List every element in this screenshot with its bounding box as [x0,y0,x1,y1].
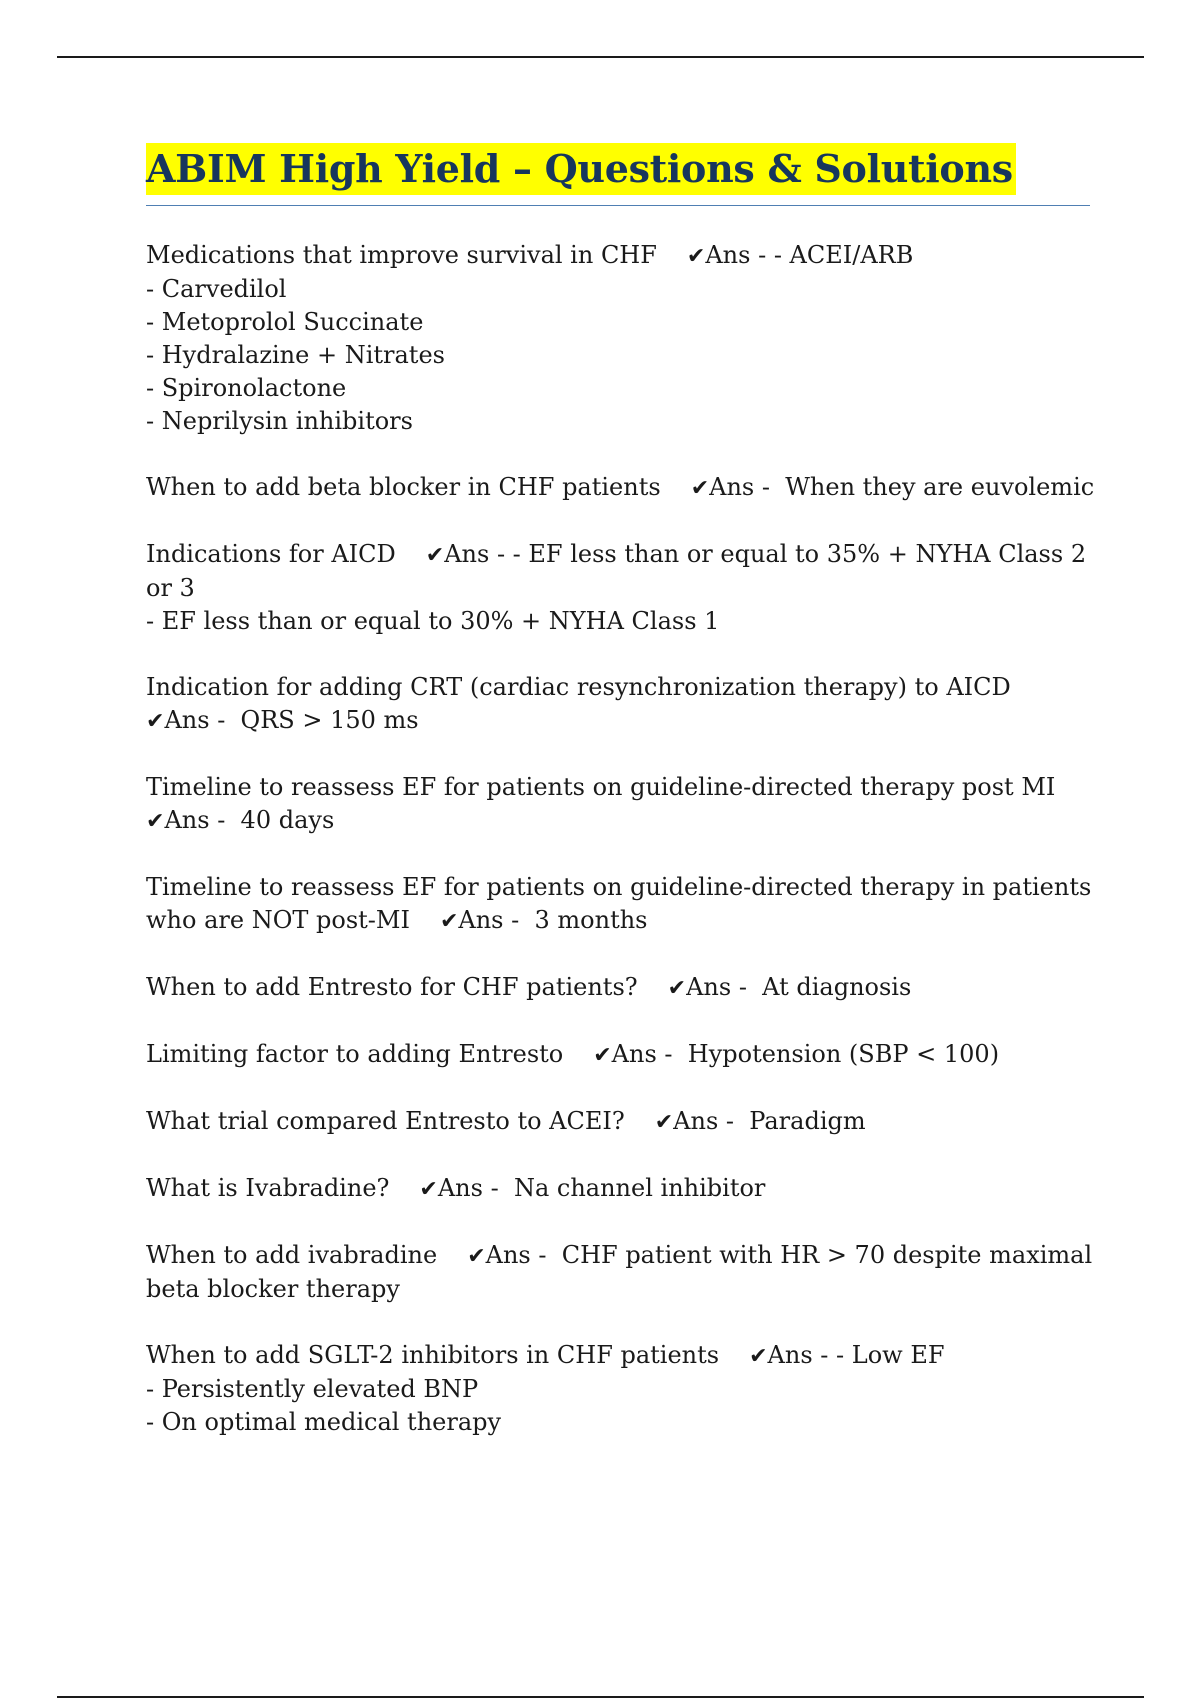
answer [146,806,334,834]
qa-line [146,1038,1090,1072]
answer-text: - CHF patient with HR > 70 despite maximal [538,1241,1093,1269]
qa-item [146,239,1090,438]
answer-text: - 3 months [511,906,648,934]
answer-text: - QRS > 150 ms [217,706,419,734]
qa-line: Indication for adding CRT (cardiac resynchronization therapy) to AICD [146,673,1011,701]
checkmark-icon: ✔ [419,1177,438,1202]
qa-item [146,1339,1090,1439]
checkmark-icon: ✔ [749,1344,768,1369]
checkmark-icon: ✔ [146,709,165,734]
answer [419,1174,765,1202]
qa-line: - Neprilysin inhibitors [146,407,413,435]
qa-item [146,1038,1090,1072]
title-block [146,143,1090,206]
qa-line: - Hydralazine + Nitrates [146,341,445,369]
footer-rule [57,1696,1144,1698]
qa-line: - Carvedilol [146,275,287,303]
answer-text: - 40 days [217,806,335,834]
checkmark-icon: ✔ [690,476,710,501]
qa-item [146,671,1090,738]
answer [467,1241,1092,1269]
question-text: When to add SGLT-2 inhibitors in CHF patients [146,1341,720,1369]
question-text: When to add Entresto for CHF patients? [146,973,638,1001]
qa-line [146,1339,1090,1373]
answer [655,1107,866,1135]
question-text: When to add ivabradine [146,1241,438,1269]
qa-line: or 3 [146,574,195,602]
answer [593,1040,999,1068]
checkmark-icon: ✔ [439,909,459,934]
ans-label: Ans [611,1040,657,1068]
qa-list [146,239,1095,1439]
qa-line [146,1172,1090,1206]
ans-label: Ans [485,1241,531,1269]
question-text: Limiting factor to adding Entresto [146,1040,564,1068]
answer-text: - At diagnosis [738,973,912,1001]
checkmark-icon: ✔ [146,809,165,834]
answer [440,906,648,934]
qa-line [146,239,1090,273]
answer [146,706,419,734]
qa-item [146,1172,1090,1206]
answer-text: - - ACEI/ARB [758,241,914,269]
qa-item [146,771,1090,838]
checkmark-icon: ✔ [654,1110,674,1135]
qa-line [146,704,1090,738]
ans-label: Ans [164,706,210,734]
qa-item [146,1105,1090,1139]
checkmark-icon: ✔ [686,244,706,269]
ans-label: Ans [444,540,490,568]
qa-line [146,538,1090,572]
checkmark-icon: ✔ [425,543,445,568]
ans-label: Ans [686,973,732,1001]
checkmark-icon: ✔ [467,1244,486,1269]
qa-line [146,471,1095,505]
qa-line: - Persistently elevated BNP [146,1375,479,1403]
answer-text: - - Low EF [820,1341,945,1369]
qa-line: - On optimal medical therapy [146,1408,502,1436]
qa-line: - Spironolactone [146,374,347,402]
qa-item [146,471,1095,505]
qa-line: - EF less than or equal to 30% + NYHA Class 1 [146,607,720,635]
answer [749,1341,944,1369]
ans-label: Ans [437,1174,483,1202]
qa-line: Timeline to reassess EF for patients on guideline-directed therapy in patients [146,873,1092,901]
ans-label: Ans [164,806,210,834]
qa-item [146,971,1090,1005]
qa-item [146,1239,1093,1306]
question-text: When to add beta blocker in CHF patients [146,473,661,501]
answer [426,540,1086,568]
qa-line [146,1239,1093,1273]
ans-label: Ans [767,1341,813,1369]
ans-label: Ans [458,906,504,934]
answer-text: - - EF less than or equal to 35% + NYHA Class 2 [496,540,1087,568]
document-title: ABIM High Yield – Questions & Solutions [146,143,1016,195]
ans-label: Ans [673,1107,719,1135]
qa-item [146,871,1090,938]
question-text: who are NOT post-MI [146,906,410,934]
question-text: Medications that improve survival in CHF [146,241,657,269]
document-body [146,143,1095,1472]
ans-label: Ans [709,473,755,501]
qa-line [146,1105,1090,1139]
answer-text: - Na channel inhibitor [490,1174,766,1202]
qa-line: - Metoprolol Succinate [146,308,424,336]
answer-text: - Hypotension (SBP < 100) [664,1040,1000,1068]
qa-line: Timeline to reassess EF for patients on guideline-directed therapy post MI [146,773,1056,801]
ans-label: Ans [705,241,751,269]
answer-text: - When they are euvolemic [761,473,1095,501]
question-text: What trial compared Entresto to ACEI? [146,1107,625,1135]
answer-text: - Paradigm [725,1107,866,1135]
qa-item [146,538,1090,638]
answer [691,473,1095,501]
qa-line: beta blocker therapy [146,1275,400,1303]
qa-line [146,804,1090,838]
question-text: Indications for AICD [146,540,396,568]
qa-line [146,904,1090,938]
checkmark-icon: ✔ [593,1043,612,1068]
question-text: What is Ivabradine? [146,1174,390,1202]
qa-line [146,971,1090,1005]
answer [668,973,912,1001]
header-rule [57,56,1144,58]
answer [687,241,913,269]
checkmark-icon: ✔ [667,976,687,1001]
